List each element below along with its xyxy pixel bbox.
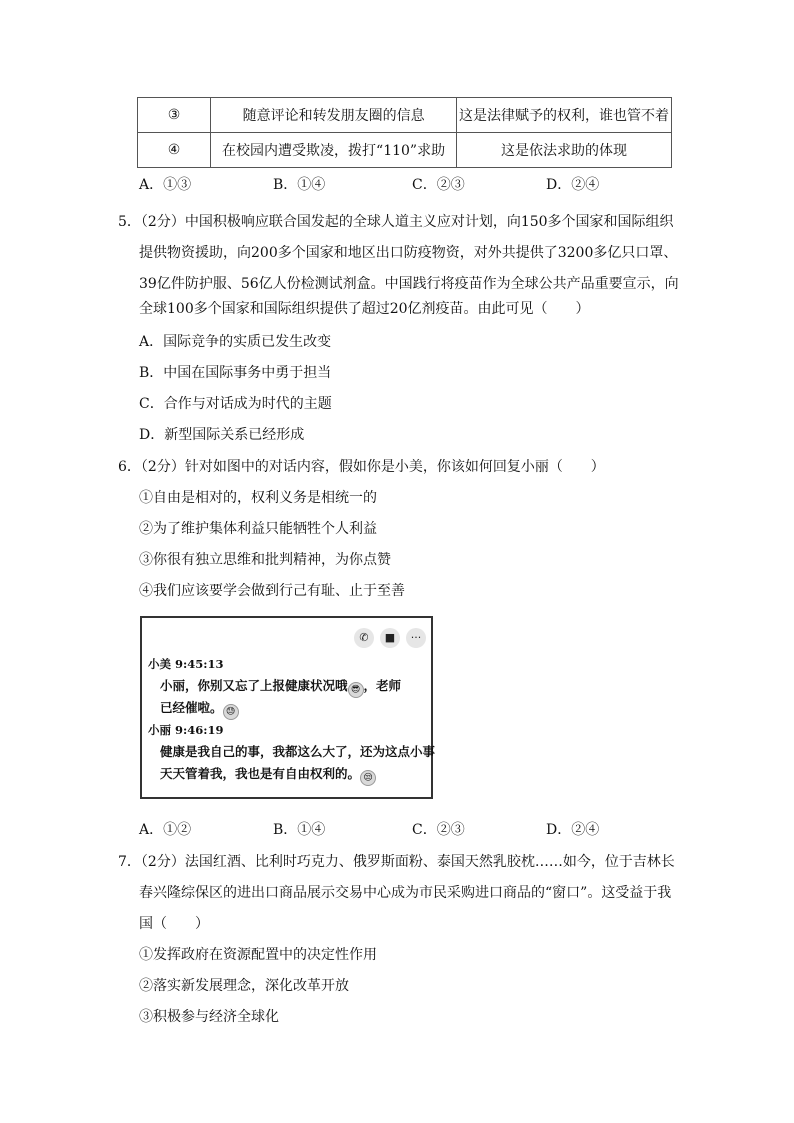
q6-item-2: ②为了维护集体利益只能牺牲个人利益 [139,521,377,537]
q5-option-a[interactable]: A．国际竞争的实质已发生改变 [139,334,332,350]
q7-item-1: ①发挥政府在资源配置中的决定性作用 [139,947,377,963]
choice-a[interactable]: A．①② [139,822,192,838]
more-icon: ··· [406,628,426,648]
q6-item-1: ①自由是相对的，权利义务是相统一的 [139,490,377,506]
options-table [137,97,672,168]
q7-stem-line-2: 春兴隆综保区的进出口商品展示交易中心成为市民采购进口商品的“窗口”。这受益于我 [139,885,672,901]
q5-stem-line-3: 39亿件防护服、56亿人份检测试剂盒。中国践行将疫苗作为全球公共产品重要宣示，向 [139,276,679,292]
chat-sender-xiaomei: 小美 9:45:13 [148,657,224,671]
table-cell-behavior: 随意评论和转发朋友圈的信息 [211,98,457,133]
chat-text: 天天管着我，我也是有自由权利的。 [160,766,361,781]
q6-item-4: ④我们应该要学会做到行己有耻、止于至善 [139,583,405,599]
chat-message-line [160,764,376,786]
choice-a[interactable]: A．①③ [139,177,192,193]
chat-screenshot [140,616,436,799]
q5-option-b[interactable]: B．中国在国际事务中勇于担当 [139,365,332,381]
table-cell-judgment: 这是法律赋予的权利，谁也管不着 [456,98,671,133]
choice-b[interactable]: B．①④ [273,177,326,193]
sweat-emoji-icon: 😓 [223,704,239,720]
chat-message-line [160,698,239,720]
choice-d[interactable]: D．②④ [546,177,600,193]
table-row [138,98,672,133]
chat-text: 已经催啦。 [160,700,223,715]
chat-text: ，老师 [363,678,402,693]
table-cell-num: ④ [138,133,211,168]
q5-stem-line-4: 全球100多个国家和国际组织提供了超过20亿剂疫苗。由此可见（ ） [139,301,590,317]
choice-d[interactable]: D．②④ [546,822,600,838]
q7-item-3: ③积极参与经济全球化 [139,1009,279,1025]
table-row [138,133,672,168]
q7-stem-line-1: 7．（2分）法国红酒、比利时巧克力、俄罗斯面粉、泰国天然乳胶枕……如今，位于吉林长 [118,854,675,870]
choice-c[interactable]: C．②③ [412,822,465,838]
table-cell-behavior: 在校园内遭受欺凌，拨打“110”求助 [211,133,457,168]
q7-stem-line-3: 国（ ） [139,916,209,932]
chat-sender-xiaoli: 小丽 9:46:19 [148,723,224,737]
q5-stem-line-2: 提供物资援助，向200多个国家和地区出口防疫物资，对外共提供了3200多亿只口罩、 [139,245,678,261]
choice-b[interactable]: B．①④ [273,822,326,838]
q6-choices [139,819,659,839]
q5-option-d[interactable]: D．新型国际关系已经形成 [139,427,305,443]
chat-message-line: 健康是我自己的事，我都这么大了，还为这点小事 [160,744,436,759]
q5-option-c[interactable]: C．合作与对话成为时代的主题 [139,396,332,412]
phone-icon: ✆ [354,628,374,648]
impatient-emoji-icon: 😒 [360,770,376,786]
video-icon: ■ [380,628,400,648]
chat-text: 小丽，你别又忘了上报健康状况哦 [160,678,348,693]
q6-stem: 6．（2分）针对如图中的对话内容，假如你是小美，你该如何回复小丽（ ） [118,459,605,475]
q6-item-3: ③你很有独立思维和批判精神，为你点赞 [139,552,391,568]
q7-item-2: ②落实新发展理念，深化改革开放 [139,978,349,994]
chat-message-line [160,676,401,698]
q4-choices [139,174,659,194]
choice-c[interactable]: C．②③ [412,177,465,193]
q5-stem-line-1: 5．（2分）中国积极响应联合国发起的全球人道主义应对计划，向150多个国家和国际组织 [118,214,674,230]
cool-emoji-icon: 😎 [348,682,364,698]
table-cell-num: ③ [138,98,211,133]
table-cell-judgment: 这是依法求助的体现 [456,133,671,168]
